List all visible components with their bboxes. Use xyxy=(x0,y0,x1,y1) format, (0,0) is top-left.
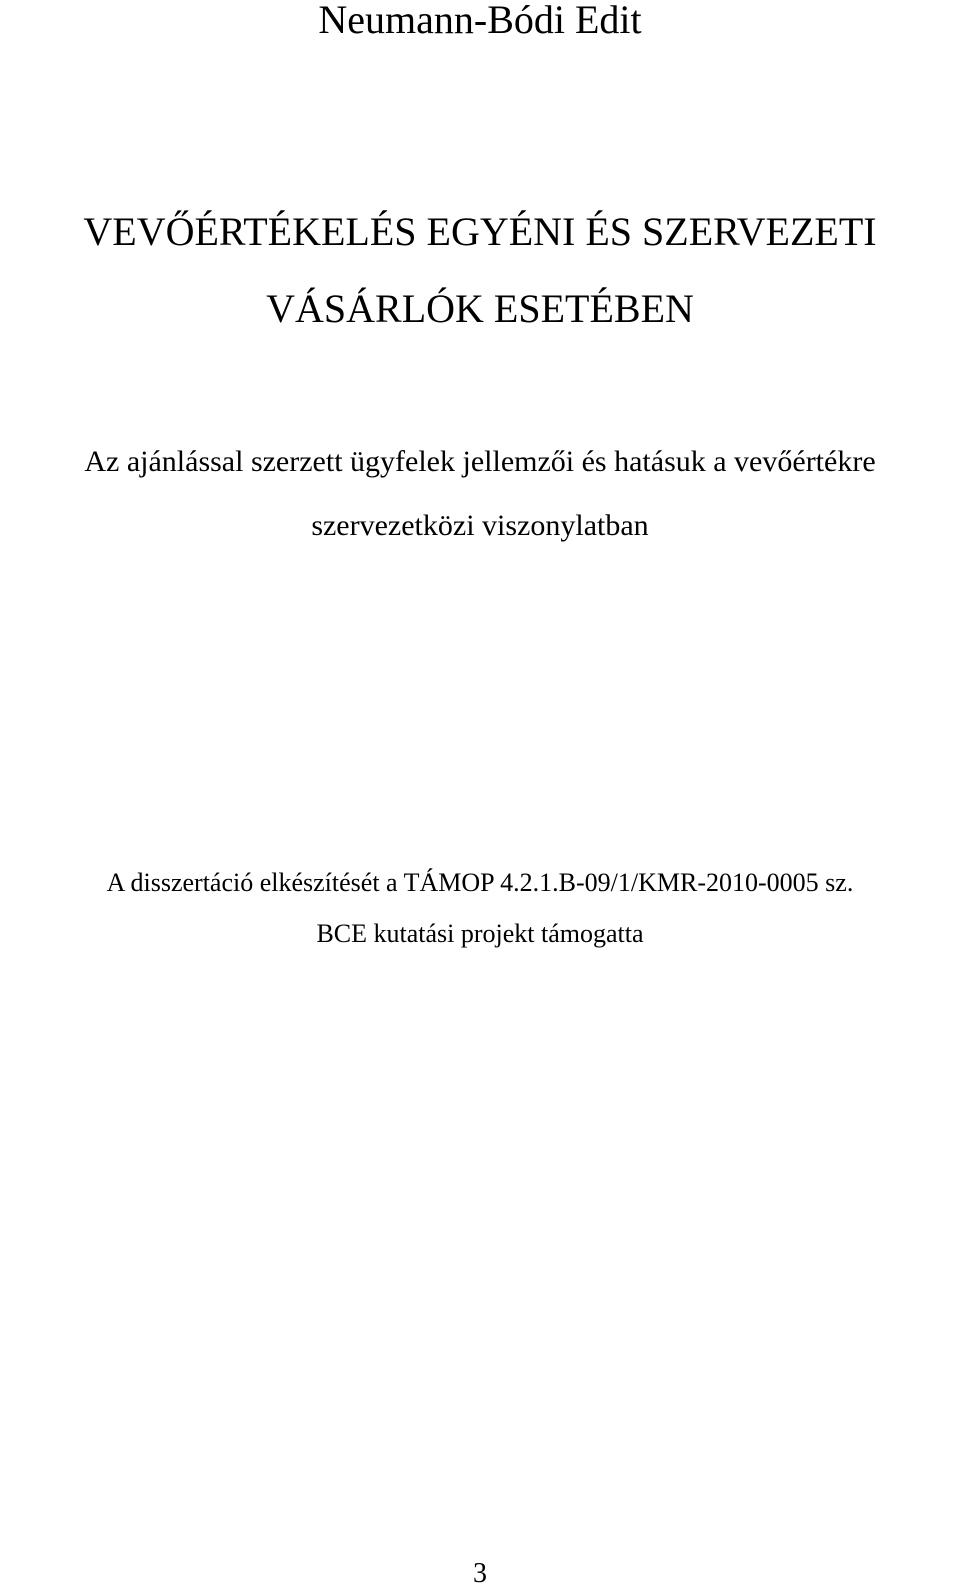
funding-note-line-1: A disszertáció elkészítését a TÁMOP 4.2.1.B-09/1/KMR-2010-0005 sz. xyxy=(106,868,854,897)
funding-note-line-2: BCE kutatási projekt támogatta xyxy=(316,919,644,948)
subtitle-line-2: szervezetközi viszonylatban xyxy=(311,509,649,542)
subtitle-line-1: Az ajánlással szerzett ügyfelek jellemzői és hatásuk a vevőértékre xyxy=(84,445,876,478)
author-name: Neumann-Bódi Edit xyxy=(318,0,642,42)
page-number: 3 xyxy=(473,1558,487,1589)
title-line-1: VEVŐÉRTÉKELÉS EGYÉNI ÉS SZERVEZETI xyxy=(83,209,877,254)
title-line-2: VÁSÁRLÓK ESETÉBEN xyxy=(266,286,694,331)
